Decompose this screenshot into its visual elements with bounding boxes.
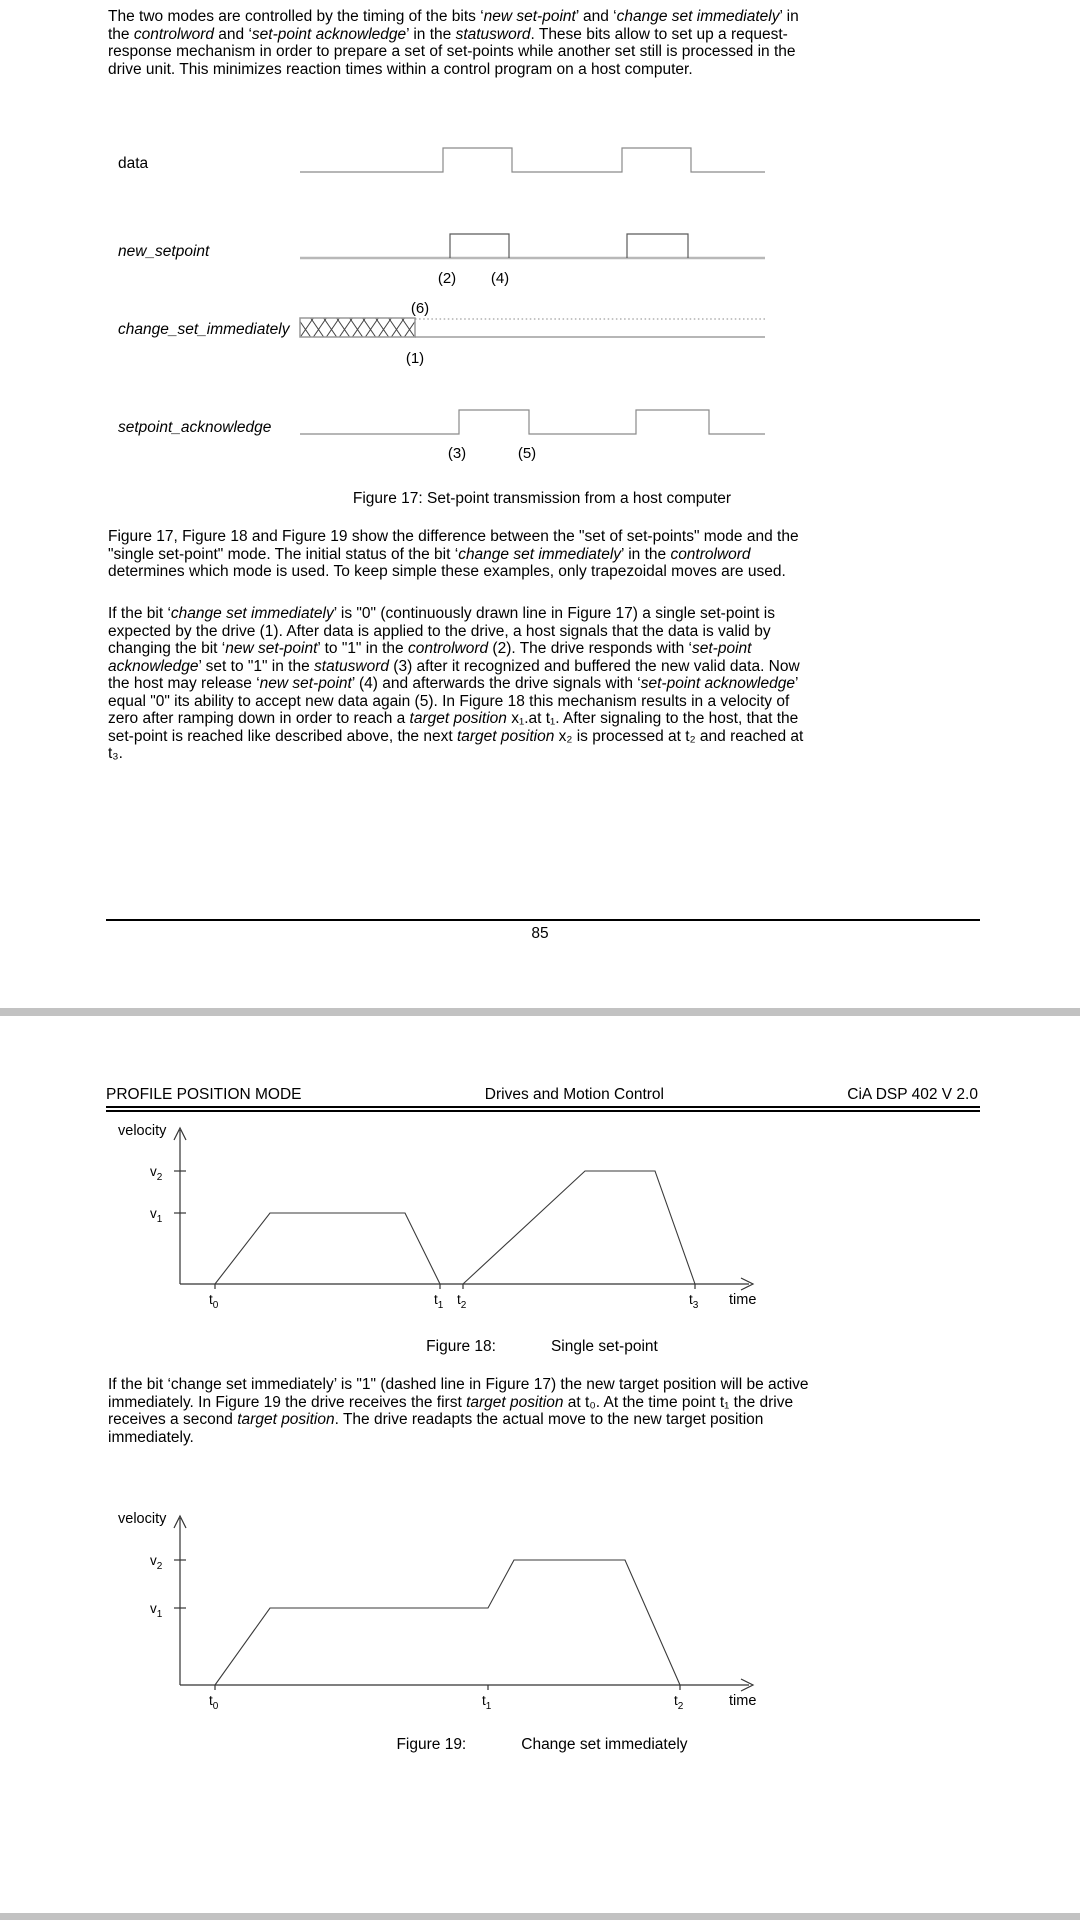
fig18-ytick-v2: $v_2$ [150,1164,163,1183]
new-setpoint-pulse-2 [627,234,688,258]
fig18-trapezoid-move-1 [215,1213,440,1284]
page-number: 85 [531,925,549,942]
data-trace [300,148,765,172]
annotation-6: (6) [410,300,430,317]
fig19-xtick-t0: $t_0$ [209,1693,219,1712]
page-separator-band [0,1008,1080,1016]
header-spec-version: CiA DSP 402 V 2.0 [847,1086,978,1103]
annotation-3: (3) [447,445,467,462]
bottom-separator-band [0,1913,1080,1920]
new-setpoint-pulse-1 [450,234,509,258]
annotation-4: (4) [490,270,510,287]
fig19-x-axis-label: time [729,1693,757,1709]
undefined-hatch-region [300,318,415,337]
fig18-xtick-t1: $t_1$ [434,1292,444,1311]
signal-label-new-setpoint: new_setpoint [118,243,210,260]
annotation-1: (1) [405,350,425,367]
fig18-trapezoid-move-2 [463,1171,695,1284]
fig19-xtick-t1: $t_1$ [482,1693,492,1712]
fig18-ytick-v1: $v_1$ [150,1206,163,1225]
paragraph-figure-overview: Figure 17, Figure 18 and Figure 19 show the difference between the "set of set-points" mode and the "single set-point" mode. The initial status of the bit ‘change set immediately’ in the controlword determines which mode is used. To keep simple these examples, only trapezoidal moves are used. [108,528,799,580]
fig19-y-axis-label: velocity [118,1511,167,1527]
paragraph-single-setpoint-mode: If the bit ‘change set immediately’ is "0" (continuously drawn line in Figure 17) a single set-point is expected by the drive (1). After data is applied to the drive, a host signals that the data is valid by changing the bit ‘new set-point’ to "1" in the controlword (2). The drive responds with ‘set-point acknowledge’ set to "1" in the statusword (3) after it recognized and buffered the new valid data. Now the host may release ‘new set-point’ (4) and afterwards the drive signals with ‘set-point acknowledge’ equal "0" its ability to accept new data again (5). In Figure 18 this mechanism results in a velocity of zero after ramping down in order to reach a target position x₁.at t₁. After signaling to the host, that the set-point is reached like described above, the next target position x₂ is processed at t₂ and reached at t₃. [108,605,804,762]
figure19-velocity-chart [104,1500,804,1718]
fig19-ytick-v2: $v_2$ [150,1553,163,1572]
figure19-caption-label: Figure 19: [396,1736,467,1753]
signal-label-data: data [118,155,149,172]
fig18-xtick-t2: $t_2$ [457,1292,467,1311]
figure18-velocity-chart [104,1110,804,1320]
figure19-caption [104,1736,980,1754]
annotation-5: (5) [517,445,537,462]
signal-label-change-set-immediately: change_set_immediately [118,321,290,338]
fig19-velocity-profile [215,1560,680,1685]
header-section-title: PROFILE POSITION MODE [106,1086,302,1103]
footer-rule [106,919,980,921]
figure18-caption [104,1338,980,1356]
fig18-xtick-t0: $t_0$ [209,1292,219,1311]
figure17-timing-diagram [104,130,984,475]
figure17-caption: Figure 17: Set-point transmission from a host computer [352,490,732,507]
paragraph-change-set-immediately-mode: If the bit ‘change set immediately’ is "1" (dashed line in Figure 17) the new target position will be active immediately. In Figure 19 the drive receives the first target position at t₀. At the time point t₁ the drive receives a second target position. The drive readapts the actual move to the new target position immediately. [108,1376,809,1446]
fig18-x-axis-label: time [729,1292,757,1308]
signal-label-setpoint-acknowledge: setpoint_acknowledge [118,419,272,436]
figure18-caption-title: Single set-point [550,1338,658,1355]
fig18-xtick-t3: $t_3$ [689,1292,699,1311]
fig19-xtick-t2: $t_2$ [674,1693,684,1712]
fig19-ytick-v1: $v_1$ [150,1601,163,1620]
setpoint-acknowledge-trace [300,410,765,434]
header-document-title: Drives and Motion Control [484,1086,664,1103]
figure18-caption-label: Figure 18: [426,1338,496,1355]
fig18-y-axis-label: velocity [118,1123,167,1139]
annotation-2: (2) [437,270,457,287]
figure19-caption-title: Change set immediately [521,1736,688,1753]
paragraph-modes-intro: The two modes are controlled by the timing of the bits ‘new set-point’ and ‘change set immediately’ in the controlword and ‘set-point acknowledge’ in the statusword. These bits allow to set up a request- response mechanism in order to prepare a set of set-points while another set still is processed in the drive unit. This minimizes reaction times within a control program on a host computer. [108,8,799,78]
page-header [106,1086,978,1104]
